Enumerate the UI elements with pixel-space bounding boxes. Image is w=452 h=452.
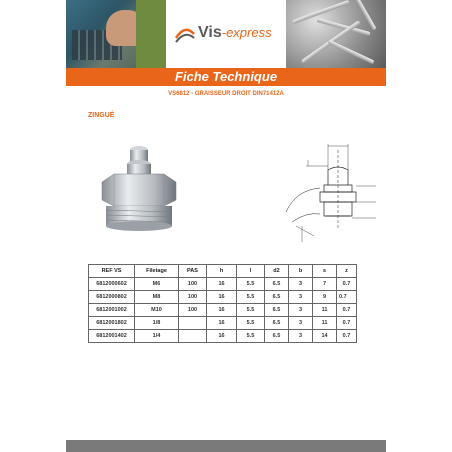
column-header: s [313, 265, 337, 278]
cell-thread: M6 [135, 278, 179, 291]
cell-ref: 6812000802 [89, 291, 135, 304]
cell-pitch [179, 330, 207, 343]
table-row [89, 317, 357, 330]
table-row [89, 291, 357, 304]
technical-drawing [216, 130, 376, 245]
cell-ref: 6812001402 [89, 330, 135, 343]
cell-z: 0.7 [337, 330, 357, 343]
cell-d2: 6.5 [265, 330, 289, 343]
page-title: Fiche Technique [66, 68, 386, 86]
cell-z: 0.7 [337, 278, 357, 291]
cell-s: 11 [313, 317, 337, 330]
cell-s: 7 [313, 278, 337, 291]
column-header: REF VS [89, 265, 135, 278]
column-header: h [207, 265, 237, 278]
cell-l: 5.5 [237, 278, 265, 291]
datasheet-page [66, 0, 386, 452]
cell-h: 16 [207, 317, 237, 330]
cell-b: 3 [289, 278, 313, 291]
table-row [89, 330, 357, 343]
cell-b: 3 [289, 317, 313, 330]
table-row [89, 304, 357, 317]
swoosh-icon [174, 22, 196, 44]
cell-ref: 6812001002 [89, 304, 135, 317]
table-row [89, 278, 357, 291]
column-header: Filetage [135, 265, 179, 278]
cell-z: 0.7 [337, 317, 357, 330]
screws-photo [286, 0, 386, 68]
cell-d2: 6.5 [265, 317, 289, 330]
column-header: PAS [179, 265, 207, 278]
cell-pitch: 100 [179, 278, 207, 291]
cell-pitch: 100 [179, 291, 207, 304]
cell-d2: 6.5 [265, 291, 289, 304]
cell-s: 11 [313, 304, 337, 317]
header-banner [66, 0, 386, 68]
cell-thread: 1/4 [135, 330, 179, 343]
cell-h: 16 [207, 278, 237, 291]
cell-z: 0.7 [337, 304, 357, 317]
brand-logo [166, 0, 286, 68]
table-header-row [89, 265, 357, 278]
grease-nipple-photo [94, 140, 184, 235]
column-header: b [289, 265, 313, 278]
column-header: d2 [265, 265, 289, 278]
cell-h: 16 [207, 304, 237, 317]
cell-h: 16 [207, 330, 237, 343]
column-header: l [237, 265, 265, 278]
spec-table [88, 264, 357, 343]
cell-l: 5.5 [237, 291, 265, 304]
cell-thread: M8 [135, 291, 179, 304]
cell-l: 5.5 [237, 330, 265, 343]
logo-wordmark: Vis-express [198, 24, 272, 41]
cell-s: 14 [313, 330, 337, 343]
cell-l: 5.5 [237, 317, 265, 330]
cell-s: 9 [313, 291, 337, 304]
cell-b: 3 [289, 304, 313, 317]
cell-h: 16 [207, 291, 237, 304]
tools-photo [66, 0, 166, 68]
cell-d2: 6.5 [265, 278, 289, 291]
product-subtitle: VS6812 - GRAISSEUR DROIT DIN71412A [168, 91, 284, 97]
cell-thread: 1/8 [135, 317, 179, 330]
column-header: z [337, 265, 357, 278]
footer-bar [66, 440, 386, 452]
cell-ref: 6812001802 [89, 317, 135, 330]
cell-l: 5.5 [237, 304, 265, 317]
cell-b: 3 [289, 330, 313, 343]
cell-thread: M10 [135, 304, 179, 317]
finish-label: ZINGUÉ [88, 112, 115, 119]
cell-d2: 6.5 [265, 304, 289, 317]
cell-pitch: 100 [179, 304, 207, 317]
cell-z: 0.7 [337, 291, 357, 304]
cell-pitch [179, 317, 207, 330]
cell-b: 3 [289, 291, 313, 304]
cell-ref: 6812000602 [89, 278, 135, 291]
